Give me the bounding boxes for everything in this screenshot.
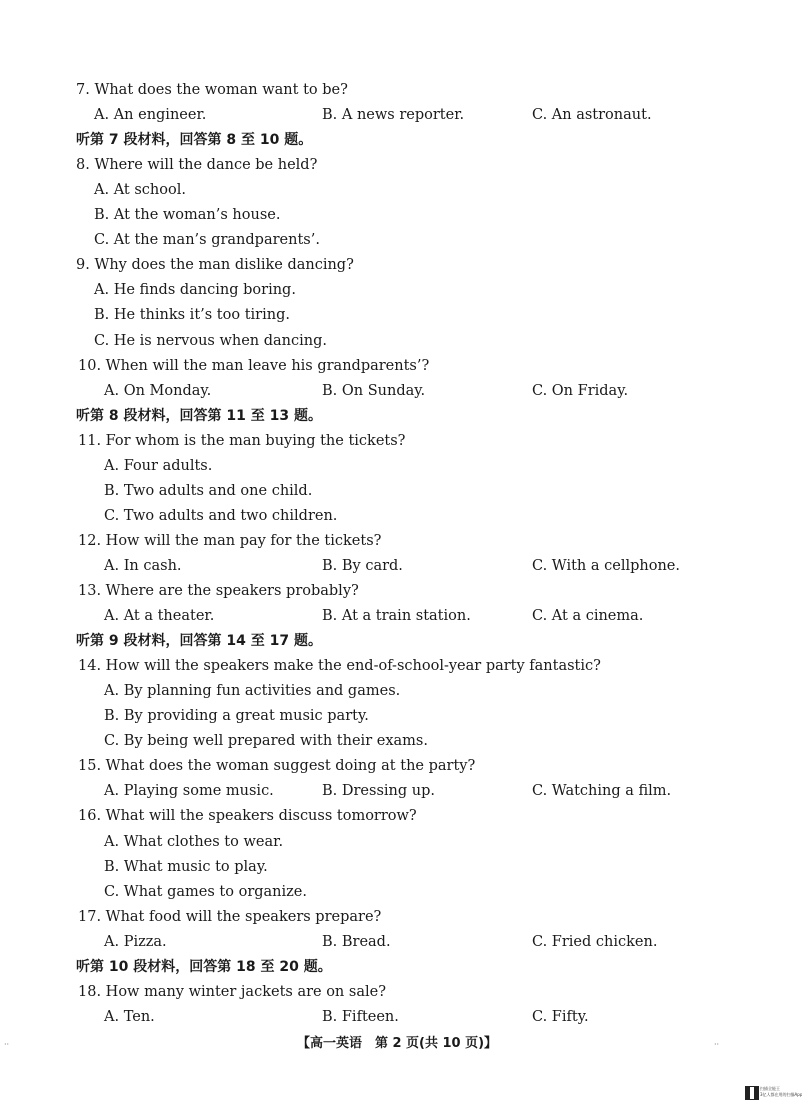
answer-option: B. At a train station. xyxy=(322,608,471,625)
answer-option: A. Pizza. xyxy=(104,933,167,950)
answer-option: B. At the woman’s house. xyxy=(94,207,281,224)
answer-option: B. Dressing up. xyxy=(322,783,435,800)
answer-option: A. At school. xyxy=(94,182,186,199)
answer-option: A. Playing some music. xyxy=(104,783,274,800)
answer-option: C. With a cellphone. xyxy=(532,557,680,574)
answer-option: A. On Monday. xyxy=(104,382,212,399)
answer-option: C. Fifty. xyxy=(532,1008,589,1025)
answer-option: A. By planning fun activities and games. xyxy=(104,683,401,700)
scanner-watermark xyxy=(760,1086,802,1098)
section-heading: 听第 7 段材料，回答第 8 至 10 题。 xyxy=(76,132,313,149)
question-stem: 14. How will the speakers make the end-of-school-year party fantastic? xyxy=(78,658,601,675)
answer-option: C. He is nervous when dancing. xyxy=(94,332,328,349)
qr-code-icon xyxy=(745,1086,759,1100)
question-stem: 7. What does the woman want to be? xyxy=(76,82,348,98)
scanner-brand-slogan: 3亿人都在用的扫描App xyxy=(760,1092,802,1097)
answer-option: C. Two adults and two children. xyxy=(104,507,338,524)
question-stem: 9. Why does the man dislike dancing? xyxy=(76,257,354,274)
answer-option: B. What music to play. xyxy=(104,858,268,875)
scanner-brand-name: 扫描全能王 xyxy=(760,1086,780,1091)
answer-option: A. He finds dancing boring. xyxy=(94,282,296,299)
scan-mark-left: ·· xyxy=(4,1040,10,1049)
question-stem: 13. Where are the speakers probably? xyxy=(78,583,359,599)
answer-option: A. An engineer. xyxy=(94,107,207,124)
answer-option: B. Fifteen. xyxy=(322,1008,399,1025)
answer-option: B. On Sunday. xyxy=(322,382,426,399)
answer-option: A. Ten. xyxy=(104,1008,155,1025)
question-stem: 16. What will the speakers discuss tomorrow? xyxy=(78,808,417,825)
answer-option: C. At a cinema. xyxy=(532,608,644,625)
answer-option: A. Four adults. xyxy=(104,457,213,474)
answer-option: C. On Friday. xyxy=(532,382,629,399)
question-stem: 18. How many winter jackets are on sale? xyxy=(78,983,386,1000)
answer-option: B. A news reporter. xyxy=(322,107,465,124)
section-heading: 听第 10 段材料，回答第 18 至 20 题。 xyxy=(76,958,332,975)
answer-option: A. At a theater. xyxy=(104,608,215,625)
answer-option: B. Bread. xyxy=(322,933,391,950)
answer-option: B. Two adults and one child. xyxy=(104,482,313,499)
question-stem: 10. When will the man leave his grandparents’? xyxy=(78,357,430,374)
question-stem: 17. What food will the speakers prepare? xyxy=(78,908,382,925)
answer-option: C. Fried chicken. xyxy=(532,933,658,950)
answer-option: B. By providing a great music party. xyxy=(104,708,369,725)
answer-option: A. What clothes to wear. xyxy=(104,833,284,850)
question-stem: 15. What does the woman suggest doing at the party? xyxy=(78,758,476,775)
answer-option: B. He thinks it’s too tiring. xyxy=(94,307,290,324)
scan-mark-right: ·· xyxy=(714,1040,720,1049)
answer-option: C. By being well prepared with their exams. xyxy=(104,733,428,750)
answer-option: B. By card. xyxy=(322,557,403,574)
answer-option: C. Watching a film. xyxy=(532,783,672,800)
section-heading: 听第 8 段材料，回答第 11 至 13 题。 xyxy=(76,407,322,424)
question-stem: 11. For whom is the man buying the tickets? xyxy=(78,432,406,449)
question-stem: 12. How will the man pay for the tickets? xyxy=(78,532,382,549)
answer-option: C. What games to organize. xyxy=(104,883,307,900)
answer-option: C. An astronaut. xyxy=(532,107,652,124)
page-footer: 【高一英语 第 2 页(共 10 页)】 xyxy=(296,1036,498,1051)
section-heading: 听第 9 段材料，回答第 14 至 17 题。 xyxy=(76,633,322,650)
answer-option: C. At the man’s grandparents’. xyxy=(94,232,320,249)
answer-option: A. In cash. xyxy=(104,557,182,574)
question-stem: 8. Where will the dance be held? xyxy=(76,157,318,174)
